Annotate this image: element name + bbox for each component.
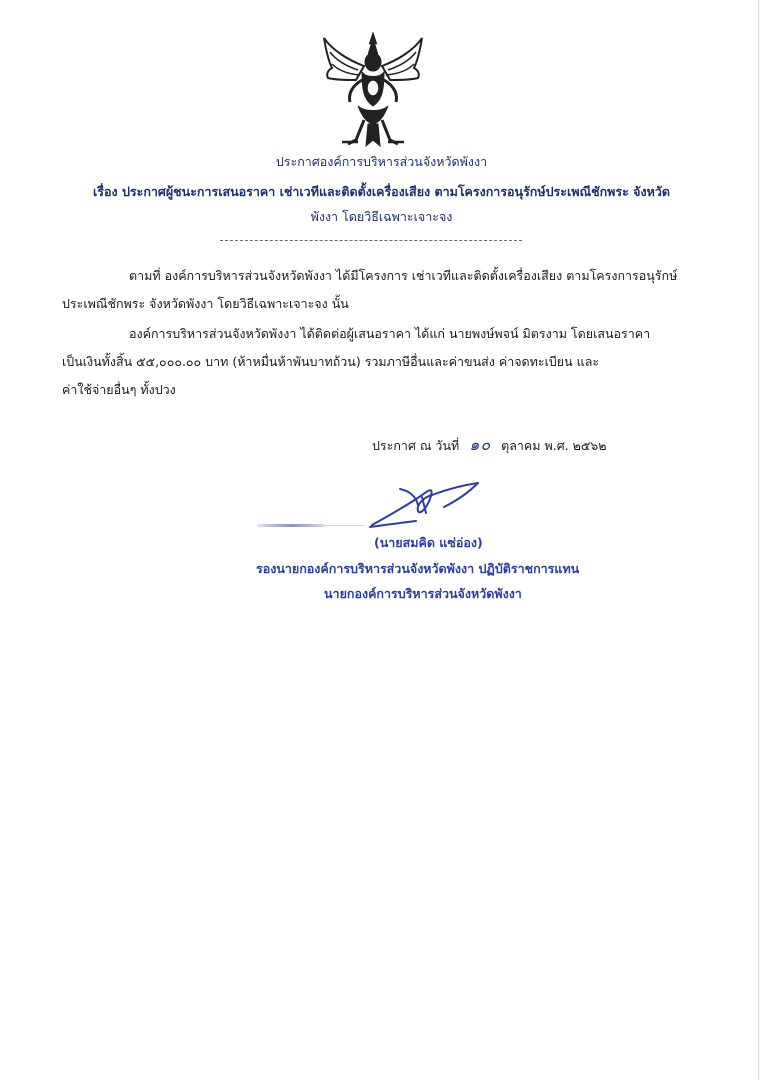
date-month-year: ตุลาคม พ.ศ. ๒๕๖๒ bbox=[501, 438, 607, 453]
paragraph-1-line-2: ประเพณีชักพระ จังหวัดพังงา โดยวิธีเฉพาะเจาะจง นั้น bbox=[62, 296, 349, 311]
paragraph-1-line-1: ตามที่ องค์การบริหารส่วนจังหวัดพังงา ได้มีโครงการ เช่าเวทีและติดตั้งเครื่องเสียง ตามโครงการอนุรักษ์ bbox=[129, 268, 678, 283]
signer-position-line-1: รองนายกองค์การบริหารส่วนจังหวัดพังงา ปฏิบัติราชการแทน bbox=[256, 561, 580, 576]
announcement-title: ประกาศองค์การบริหารส่วนจังหวัดพังงา bbox=[275, 154, 488, 169]
announcement-date bbox=[372, 433, 606, 458]
signature-icon bbox=[360, 475, 490, 535]
subject-line-1: เรื่อง ประกาศผู้ชนะการเสนอราคา เช่าเวทีและติดตั้งเครื่องเสียง ตามโครงการอนุรักษ์ประเพณีชักพระ จังหวัด bbox=[93, 184, 670, 199]
date-prefix: ประกาศ ณ วันที่ bbox=[372, 438, 460, 453]
date-day-handwritten: ๑๐ bbox=[469, 435, 492, 454]
paragraph-2-line-3: ค่าใช้จ่ายอื่นๆ ทั้งปวง bbox=[62, 382, 176, 397]
garuda-emblem-icon bbox=[318, 30, 428, 150]
page-edge bbox=[758, 0, 759, 1080]
dashed-separator bbox=[220, 240, 522, 241]
paragraph-2-line-2: เป็นเงินทั้งสิ้น ๕๕,๐๐๐.๐๐ บาท (ห้าหมื่นห้าพันบาทถ้วน) รวมภาษีอื่นและค่าขนส่ง ค่าจดทะเบียน และ bbox=[62, 354, 600, 369]
signer-position-line-2: นายกองค์การบริหารส่วนจังหวัดพังงา bbox=[324, 586, 522, 601]
signer-name: (นายสมคิด แซ่อ่อง) bbox=[374, 535, 483, 550]
subject-line-2: พังงา โดยวิธีเฉพาะเจาะจง bbox=[310, 209, 453, 224]
pen-stroke-mark bbox=[257, 524, 325, 527]
paragraph-2-line-1: องค์การบริหารส่วนจังหวัดพังงา ได้ติดต่อผู้เสนอราคา ได้แก่ นายพงษ์พจน์ มิตรงาม โดยเสนอราคา bbox=[129, 326, 651, 341]
pen-stroke-mark-faint bbox=[325, 525, 365, 526]
